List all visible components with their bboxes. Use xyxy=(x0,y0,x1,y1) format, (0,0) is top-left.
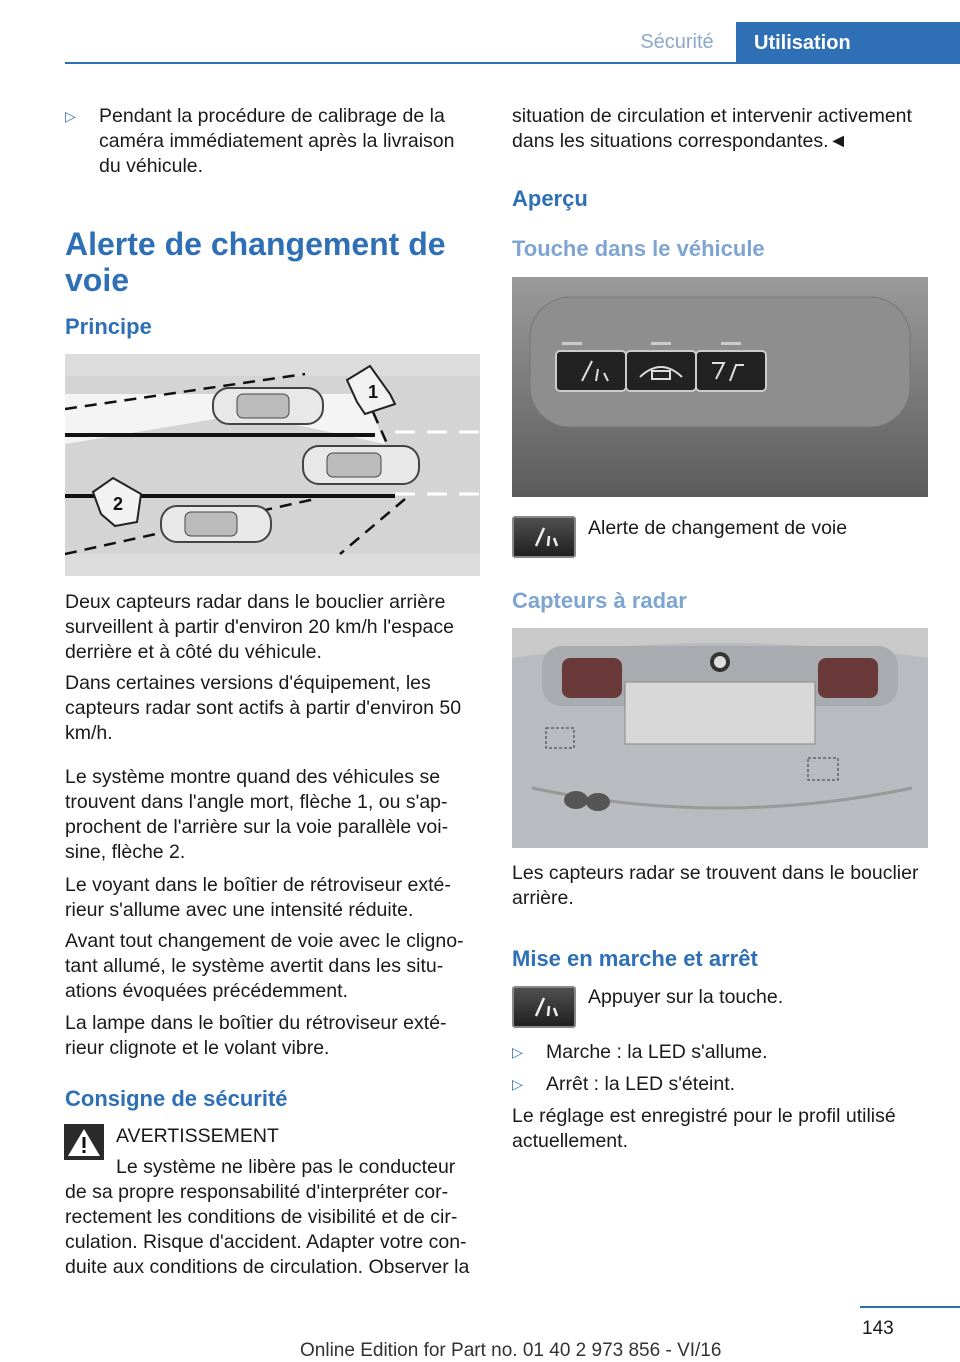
heading-consigne: Consigne de sécurité xyxy=(65,1086,288,1111)
lane-change-diagram xyxy=(65,354,480,576)
button-panel-svg xyxy=(512,277,928,497)
triangle-bullet-icon: ▷ xyxy=(65,108,76,124)
paragraph: Les capteurs radar se trouvent dans le bouclier arrière. xyxy=(512,862,919,909)
paragraph: Le système montre quand des véhicules se trouvent dans l'angle mort, flèche 1, ou s'ap-prochent de l'arrière sur la voie parallèle voi-sine, flèche 2. xyxy=(65,766,449,863)
paragraph: Deux capteurs radar dans le bouclier arrière surveillent à partir d'environ 20 km/h l'espace derrière et à côté du véhicule. xyxy=(65,591,454,663)
button-panel-photo xyxy=(512,277,928,497)
warning-line: Le système ne libère pas le conducteur xyxy=(116,1156,456,1178)
arrow-1-label: 1 xyxy=(368,382,379,402)
car-icon xyxy=(213,388,323,424)
warning-title: AVERTISSEMENT xyxy=(116,1125,279,1147)
header-rule xyxy=(65,62,960,64)
heading-apercu: Aperçu xyxy=(512,186,588,211)
rear-bumper-svg xyxy=(512,628,928,848)
paragraph: Dans certaines versions d'équipement, les capteurs radar sont actifs à partir d'environ 50 km/h. xyxy=(65,672,462,744)
lane-change-button-icon xyxy=(512,986,576,1028)
tab-securite[interactable]: Sécurité xyxy=(640,30,714,53)
warning-text: de sa propre responsabilité d'interpréter cor-rectement les conditions de visibilité et de cir-culation. Risque d'accident. Adapter votre con-duite aux conditions de circulation. Observer la xyxy=(65,1181,470,1278)
car-icon xyxy=(303,446,419,484)
warning-icon xyxy=(64,1124,104,1160)
instruction: Appuyer sur la touche. xyxy=(588,986,784,1008)
heading-touche: Touche dans le véhicule xyxy=(512,236,765,261)
icon-caption: Alerte de changement de voie xyxy=(588,517,848,539)
bullet-text: Arrêt : la LED s'éteint. xyxy=(546,1073,736,1095)
triangle-bullet-icon: ▷ xyxy=(512,1076,523,1092)
page-number: 143 xyxy=(862,1318,894,1339)
triangle-bullet-icon: ▷ xyxy=(512,1044,523,1060)
section-title: Alerte de changement de voie xyxy=(65,226,446,298)
heading-capteurs: Capteurs à radar xyxy=(512,588,687,613)
footer-rule xyxy=(860,1306,960,1308)
paragraph: La lampe dans le boîtier du rétroviseur exté-rieur clignote et le volant vibre. xyxy=(65,1012,447,1059)
heading-principe: Principe xyxy=(65,314,152,339)
list-item xyxy=(65,104,480,184)
car-icon xyxy=(161,506,271,542)
arrow-2-label: 2 xyxy=(113,494,124,514)
bullet-text: Marche : la LED s'allume. xyxy=(546,1041,768,1063)
paragraph: situation de circulation et intervenir activement dans les situations correspondantes.◄ xyxy=(512,105,912,152)
lane-change-button-icon xyxy=(512,516,576,558)
bullet-text: Pendant la procédure de calibrage de la caméra immédiatement après la livraison du véhicule. xyxy=(99,105,455,177)
paragraph: Avant tout changement de voie avec le cligno-tant allumé, le système avertit dans les situ-ations évoquées précédemment. xyxy=(65,930,464,1002)
list-item xyxy=(512,1040,928,1066)
paragraph: Le voyant dans le boîtier de rétroviseur exté-rieur s'allume avec une intensité réduite. xyxy=(65,874,451,921)
edition-note: Online Edition for Part no. 01 40 2 973 856 - VI/16 xyxy=(300,1340,722,1361)
list-item xyxy=(512,1072,928,1098)
paragraph: Le réglage est enregistré pour le profil utilisé actuellement. xyxy=(512,1105,896,1152)
rear-bumper-photo xyxy=(512,628,928,848)
heading-mise-en-marche: Mise en marche et arrêt xyxy=(512,946,758,971)
lane-diagram-svg xyxy=(65,354,480,576)
tab-utilisation[interactable]: Utilisation xyxy=(736,22,960,64)
